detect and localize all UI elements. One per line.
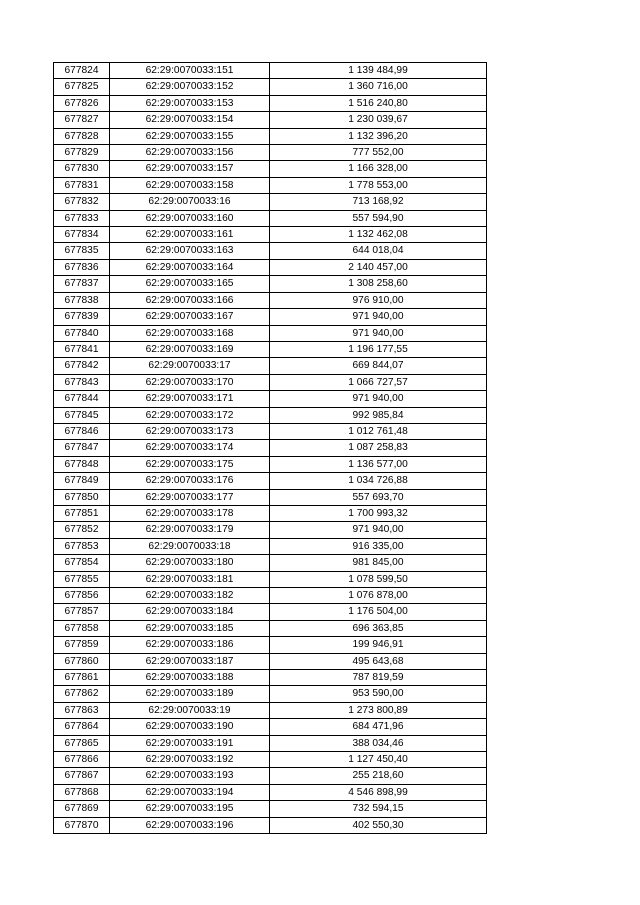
- value-cell: 1 360 716,00: [270, 79, 487, 95]
- table-row: [54, 374, 487, 390]
- value-cell: 777 552,00: [270, 145, 487, 161]
- table-row: [54, 473, 487, 489]
- cadastral-number-cell: 62:29:0070033:19: [110, 702, 270, 718]
- cadastral-number-cell: 62:29:0070033:187: [110, 653, 270, 669]
- cadastral-number-cell: 62:29:0070033:182: [110, 588, 270, 604]
- row-number-cell: 677827: [54, 112, 110, 128]
- table-row: [54, 784, 487, 800]
- cadastral-number-cell: 62:29:0070033:164: [110, 259, 270, 275]
- value-cell: 1 139 484,99: [270, 63, 487, 79]
- cadastral-number-cell: 62:29:0070033:158: [110, 177, 270, 193]
- table-row: [54, 407, 487, 423]
- value-cell: 1 230 039,67: [270, 112, 487, 128]
- table-row: [54, 210, 487, 226]
- value-cell: 1 132 462,08: [270, 227, 487, 243]
- cadastral-number-cell: 62:29:0070033:179: [110, 522, 270, 538]
- row-number-cell: 677862: [54, 686, 110, 702]
- table-row: [54, 588, 487, 604]
- table-row: [54, 637, 487, 653]
- table-row: [54, 177, 487, 193]
- row-number-cell: 677855: [54, 571, 110, 587]
- table-row: [54, 358, 487, 374]
- value-cell: 971 940,00: [270, 325, 487, 341]
- table-row: [54, 227, 487, 243]
- table-row: [54, 653, 487, 669]
- table-row: [54, 440, 487, 456]
- row-number-cell: 677857: [54, 604, 110, 620]
- table-row: [54, 670, 487, 686]
- cadastral-number-cell: 62:29:0070033:151: [110, 63, 270, 79]
- row-number-cell: 677867: [54, 768, 110, 784]
- table-row: [54, 276, 487, 292]
- cadastral-number-cell: 62:29:0070033:169: [110, 341, 270, 357]
- cadastral-number-cell: 62:29:0070033:186: [110, 637, 270, 653]
- row-number-cell: 677840: [54, 325, 110, 341]
- value-cell: 1 196 177,55: [270, 341, 487, 357]
- cadastral-number-cell: 62:29:0070033:18: [110, 538, 270, 554]
- cadastral-number-cell: 62:29:0070033:175: [110, 456, 270, 472]
- value-cell: 199 946,91: [270, 637, 487, 653]
- value-cell: 971 940,00: [270, 391, 487, 407]
- row-number-cell: 677825: [54, 79, 110, 95]
- table-row: [54, 423, 487, 439]
- table-row: [54, 161, 487, 177]
- cadastral-number-cell: 62:29:0070033:174: [110, 440, 270, 456]
- cadastral-number-cell: 62:29:0070033:191: [110, 735, 270, 751]
- value-cell: 916 335,00: [270, 538, 487, 554]
- row-number-cell: 677834: [54, 227, 110, 243]
- table-row: [54, 735, 487, 751]
- value-cell: 1 087 258,83: [270, 440, 487, 456]
- row-number-cell: 677838: [54, 292, 110, 308]
- value-cell: 644 018,04: [270, 243, 487, 259]
- table-row: [54, 686, 487, 702]
- value-cell: 1 273 800,89: [270, 702, 487, 718]
- table-row: [54, 145, 487, 161]
- value-cell: 971 940,00: [270, 309, 487, 325]
- cadastral-number-cell: 62:29:0070033:168: [110, 325, 270, 341]
- value-cell: 1 127 450,40: [270, 752, 487, 768]
- row-number-cell: 677826: [54, 95, 110, 111]
- cadastral-number-cell: 62:29:0070033:152: [110, 79, 270, 95]
- table-row: [54, 817, 487, 833]
- table-body: [54, 63, 487, 834]
- value-cell: 732 594,15: [270, 801, 487, 817]
- table-row: [54, 505, 487, 521]
- row-number-cell: 677849: [54, 473, 110, 489]
- value-cell: 1 516 240,80: [270, 95, 487, 111]
- row-number-cell: 677870: [54, 817, 110, 833]
- cadastral-number-cell: 62:29:0070033:176: [110, 473, 270, 489]
- cadastral-number-cell: 62:29:0070033:155: [110, 128, 270, 144]
- cadastral-number-cell: 62:29:0070033:154: [110, 112, 270, 128]
- value-cell: 1 132 396,20: [270, 128, 487, 144]
- cadastral-number-cell: 62:29:0070033:195: [110, 801, 270, 817]
- row-number-cell: 677841: [54, 341, 110, 357]
- value-cell: 981 845,00: [270, 555, 487, 571]
- cadastral-number-cell: 62:29:0070033:178: [110, 505, 270, 521]
- row-number-cell: 677837: [54, 276, 110, 292]
- row-number-cell: 677843: [54, 374, 110, 390]
- value-cell: 1 078 599,50: [270, 571, 487, 587]
- row-number-cell: 677869: [54, 801, 110, 817]
- table-row: [54, 522, 487, 538]
- cadastral-number-cell: 62:29:0070033:184: [110, 604, 270, 620]
- table-row: [54, 620, 487, 636]
- cadastral-number-cell: 62:29:0070033:181: [110, 571, 270, 587]
- row-number-cell: 677865: [54, 735, 110, 751]
- value-cell: 1 066 727,57: [270, 374, 487, 390]
- table-row: [54, 768, 487, 784]
- value-cell: 557 594,90: [270, 210, 487, 226]
- cadastral-number-cell: 62:29:0070033:192: [110, 752, 270, 768]
- value-cell: 402 550,30: [270, 817, 487, 833]
- table-row: [54, 391, 487, 407]
- cadastral-number-cell: 62:29:0070033:16: [110, 194, 270, 210]
- cadastral-number-cell: 62:29:0070033:173: [110, 423, 270, 439]
- cadastral-number-cell: 62:29:0070033:156: [110, 145, 270, 161]
- value-cell: 971 940,00: [270, 522, 487, 538]
- cadastral-number-cell: 62:29:0070033:167: [110, 309, 270, 325]
- cadastral-number-cell: 62:29:0070033:172: [110, 407, 270, 423]
- table-row: [54, 604, 487, 620]
- table-row: [54, 752, 487, 768]
- value-cell: 953 590,00: [270, 686, 487, 702]
- value-cell: 713 168,92: [270, 194, 487, 210]
- value-cell: 1 308 258,60: [270, 276, 487, 292]
- cadastral-number-cell: 62:29:0070033:177: [110, 489, 270, 505]
- value-cell: 976 910,00: [270, 292, 487, 308]
- row-number-cell: 677866: [54, 752, 110, 768]
- row-number-cell: 677835: [54, 243, 110, 259]
- value-cell: 4 546 898,99: [270, 784, 487, 800]
- cadastral-number-cell: 62:29:0070033:157: [110, 161, 270, 177]
- value-cell: 1 166 328,00: [270, 161, 487, 177]
- row-number-cell: 677853: [54, 538, 110, 554]
- cadastral-number-cell: 62:29:0070033:189: [110, 686, 270, 702]
- row-number-cell: 677863: [54, 702, 110, 718]
- table-row: [54, 456, 487, 472]
- value-cell: 1 176 504,00: [270, 604, 487, 620]
- table-row: [54, 128, 487, 144]
- cadastral-number-cell: 62:29:0070033:196: [110, 817, 270, 833]
- row-number-cell: 677854: [54, 555, 110, 571]
- cadastral-number-cell: 62:29:0070033:153: [110, 95, 270, 111]
- row-number-cell: 677860: [54, 653, 110, 669]
- table-row: [54, 63, 487, 79]
- table-row: [54, 555, 487, 571]
- value-cell: 1 076 878,00: [270, 588, 487, 604]
- table-row: [54, 489, 487, 505]
- row-number-cell: 677851: [54, 505, 110, 521]
- table-row: [54, 571, 487, 587]
- table-row: [54, 341, 487, 357]
- cadastral-number-cell: 62:29:0070033:166: [110, 292, 270, 308]
- table-row: [54, 112, 487, 128]
- cadastral-number-cell: 62:29:0070033:160: [110, 210, 270, 226]
- value-cell: 684 471,96: [270, 719, 487, 735]
- row-number-cell: 677868: [54, 784, 110, 800]
- table-row: [54, 95, 487, 111]
- cadastral-number-cell: 62:29:0070033:171: [110, 391, 270, 407]
- table-row: [54, 719, 487, 735]
- value-cell: 1 034 726,88: [270, 473, 487, 489]
- cadastral-number-cell: 62:29:0070033:161: [110, 227, 270, 243]
- cadastral-number-cell: 62:29:0070033:170: [110, 374, 270, 390]
- row-number-cell: 677830: [54, 161, 110, 177]
- value-cell: 255 218,60: [270, 768, 487, 784]
- value-cell: 992 985,84: [270, 407, 487, 423]
- row-number-cell: 677831: [54, 177, 110, 193]
- value-cell: 557 693,70: [270, 489, 487, 505]
- row-number-cell: 677828: [54, 128, 110, 144]
- cadastral-number-cell: 62:29:0070033:17: [110, 358, 270, 374]
- value-cell: 1 136 577,00: [270, 456, 487, 472]
- row-number-cell: 677850: [54, 489, 110, 505]
- value-cell: 2 140 457,00: [270, 259, 487, 275]
- cadastral-number-cell: 62:29:0070033:165: [110, 276, 270, 292]
- cadastral-number-cell: 62:29:0070033:194: [110, 784, 270, 800]
- value-cell: 1 700 993,32: [270, 505, 487, 521]
- table-row: [54, 309, 487, 325]
- row-number-cell: 677846: [54, 423, 110, 439]
- table-row: [54, 259, 487, 275]
- table-row: [54, 801, 487, 817]
- row-number-cell: 677852: [54, 522, 110, 538]
- table-row: [54, 325, 487, 341]
- row-number-cell: 677833: [54, 210, 110, 226]
- row-number-cell: 677858: [54, 620, 110, 636]
- row-number-cell: 677824: [54, 63, 110, 79]
- row-number-cell: 677832: [54, 194, 110, 210]
- cadastral-number-cell: 62:29:0070033:193: [110, 768, 270, 784]
- value-cell: 1 012 761,48: [270, 423, 487, 439]
- cadastral-number-cell: 62:29:0070033:188: [110, 670, 270, 686]
- row-number-cell: 677839: [54, 309, 110, 325]
- row-number-cell: 677848: [54, 456, 110, 472]
- cadastral-number-cell: 62:29:0070033:190: [110, 719, 270, 735]
- table-row: [54, 702, 487, 718]
- table-row: [54, 79, 487, 95]
- cadastral-value-table: [53, 62, 487, 834]
- value-cell: 787 819,59: [270, 670, 487, 686]
- row-number-cell: 677864: [54, 719, 110, 735]
- row-number-cell: 677845: [54, 407, 110, 423]
- row-number-cell: 677859: [54, 637, 110, 653]
- value-cell: 1 778 553,00: [270, 177, 487, 193]
- row-number-cell: 677829: [54, 145, 110, 161]
- row-number-cell: 677844: [54, 391, 110, 407]
- cadastral-number-cell: 62:29:0070033:163: [110, 243, 270, 259]
- cadastral-number-cell: 62:29:0070033:180: [110, 555, 270, 571]
- row-number-cell: 677842: [54, 358, 110, 374]
- row-number-cell: 677836: [54, 259, 110, 275]
- table-row: [54, 292, 487, 308]
- value-cell: 495 643,68: [270, 653, 487, 669]
- row-number-cell: 677856: [54, 588, 110, 604]
- cadastral-number-cell: 62:29:0070033:185: [110, 620, 270, 636]
- table-row: [54, 243, 487, 259]
- row-number-cell: 677861: [54, 670, 110, 686]
- table-row: [54, 538, 487, 554]
- table-row: [54, 194, 487, 210]
- value-cell: 669 844,07: [270, 358, 487, 374]
- value-cell: 696 363,85: [270, 620, 487, 636]
- value-cell: 388 034,46: [270, 735, 487, 751]
- row-number-cell: 677847: [54, 440, 110, 456]
